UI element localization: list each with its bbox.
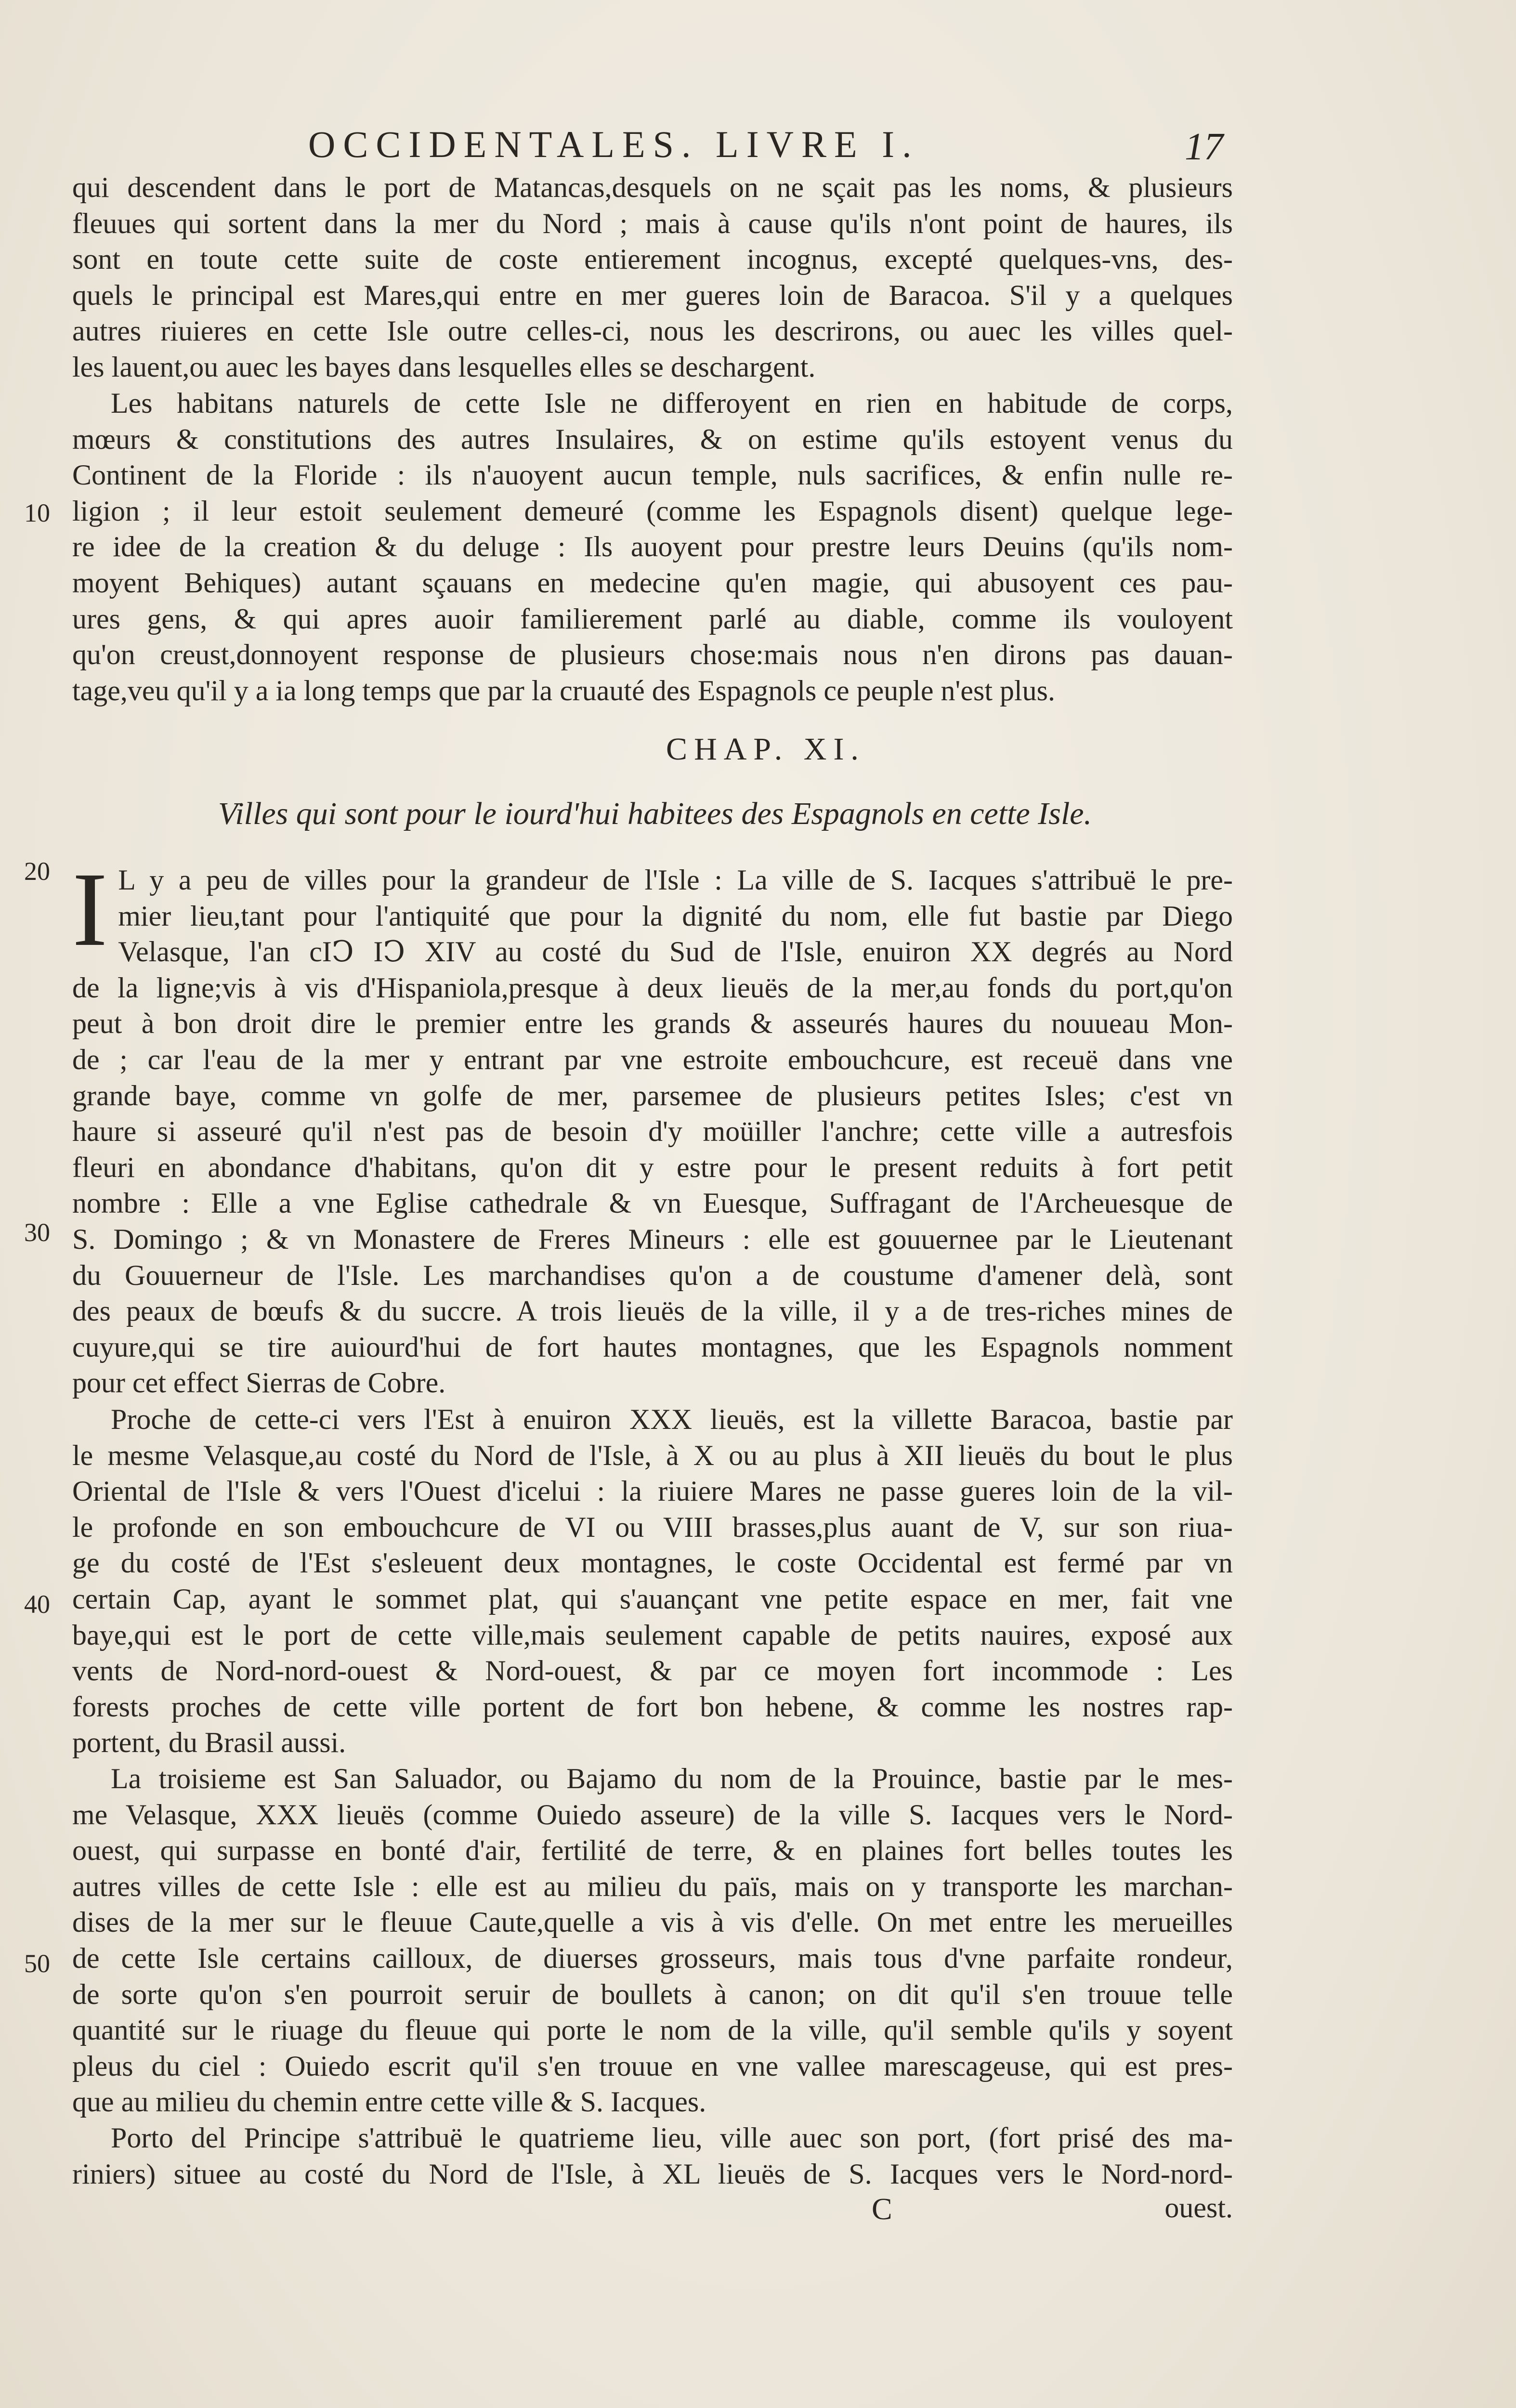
paragraph-continued bbox=[72, 170, 1233, 385]
text-line: riniers) situee au costé du Nord de l'Isle, à XL lieuës de S. Iacques vers le Nord-nord- bbox=[72, 2158, 1233, 2190]
text-line: de la ligne;vis à vis d'Hispaniola,presque à deux lieuës de la mer,au fonds du port,qu'on bbox=[72, 971, 1233, 1004]
text-line: autres villes de cette Isle : elle est au milieu du païs, mais on y transporte les marchan- bbox=[72, 1870, 1233, 1902]
line-number: 50 bbox=[24, 1949, 50, 1978]
text-line: le profonde en son embouchcure de VI ou VIII brasses,plus auant de V, sur son riua- bbox=[72, 1511, 1233, 1543]
text-line: quels le principal est Mares,qui entre en mer gueres loin de Baracoa. S'il y a quelques bbox=[72, 279, 1233, 311]
text-line: fleuues qui sortent dans la mer du Nord ; mais à cause qu'ils n'ont point de haures, ils bbox=[72, 207, 1233, 239]
text-line: mœurs & constitutions des autres Insulaires, & on estime qu'ils estoyent venus du bbox=[72, 423, 1233, 455]
page-number: 17 bbox=[1185, 126, 1223, 168]
text-line: sont en toute cette suite de coste entierement incognus, excepté quelques-vns, des- bbox=[72, 243, 1233, 275]
paragraph-puerto-principe bbox=[72, 2120, 1233, 2192]
text-line: quantité sur le riuage du fleuue qui porte le nom de la ville, qu'il semble qu'ils y soyent bbox=[72, 2014, 1233, 2046]
text-line: Continent de la Floride : ils n'auoyent aucun temple, nuls sacrifices, & enfin nulle re- bbox=[72, 459, 1233, 491]
text-line: ouest, qui surpasse en bonté d'air, fertilité de terre, & en plaines fort belles toutes les bbox=[72, 1834, 1233, 1867]
text-line: haure si asseuré qu'il n'est pas de besoin d'y moüiller l'anchre; cette ville a autresfois bbox=[72, 1115, 1233, 1148]
text-line: de ; car l'eau de la mer y entrant par vne estroite embouchcure, est receuë dans vne bbox=[72, 1043, 1233, 1075]
line-number: 40 bbox=[24, 1590, 50, 1619]
text-line: Proche de cette-ci vers l'Est à enuiron XXX lieuës, est la villette Baracoa, bastie par bbox=[111, 1403, 1233, 1435]
text-line: Les habitans naturels de cette Isle ne differoyent en rien en habitude de corps, bbox=[111, 387, 1233, 419]
catchword: ouest. bbox=[1164, 2192, 1233, 2224]
text-line: fleuri en abondance d'habitans, qu'on dit y estre pour le present reduits à fort petit bbox=[72, 1151, 1233, 1183]
text-line: forests proches de cette ville portent de fort bon hebene, & comme les nostres rap- bbox=[72, 1690, 1233, 1723]
chapter-heading: CHAP. XI. bbox=[666, 732, 865, 767]
paragraph-baracoa bbox=[72, 1401, 1233, 1761]
text-line: La troisieme est San Saluador, ou Bajamo du nom de la Prouince, bastie par le mes- bbox=[111, 1763, 1233, 1794]
paragraph-santiago bbox=[72, 851, 1233, 1401]
line-number: 20 bbox=[24, 857, 50, 886]
signature-mark: C bbox=[872, 2192, 892, 2226]
text-line: grande baye, comme vn golfe de mer, parsemee de plusieurs petites Isles; c'est vn bbox=[72, 1079, 1233, 1112]
text-line: vents de Nord-nord-ouest & Nord-ouest, & par ce moyen fort incommode : Les bbox=[72, 1655, 1233, 1687]
text-line: pour cet effect Sierras de Cobre. bbox=[72, 1367, 446, 1399]
text-line: baye,qui est le port de cette ville,mais seulement capable de petits nauires, exposé aux bbox=[72, 1619, 1233, 1651]
text-line: pleus du ciel : Ouiedo escrit qu'il s'en trouue en vne vallee marescageuse, qui est pres- bbox=[72, 2050, 1233, 2082]
paragraph-inhabitants bbox=[72, 385, 1233, 708]
text-line: ures gens, & qui apres auoir familierement parlé au diable, comme ils vouloyent bbox=[72, 602, 1233, 635]
text-line: L y a peu de villes pour la grandeur de l'Isle : La ville de S. Iacques s'attribuë le pre- bbox=[118, 864, 1233, 896]
text-line: tage,veu qu'il y a ia long temps que par la cruauté des Espagnols ce peuple n'est plus. bbox=[72, 674, 1056, 707]
text-line: du Gouuerneur de l'Isle. Les marchandises qu'on a de coustume d'amener delà, sont bbox=[72, 1259, 1233, 1291]
drop-capital: I bbox=[72, 851, 108, 968]
text-line: ligion ; il leur estoit seulement demeuré (comme les Espagnols disent) quelque lege- bbox=[72, 495, 1233, 527]
paragraph-bayamo bbox=[72, 1761, 1233, 2120]
text-line: de sorte qu'on s'en pourroit seruir de boullets à canon; on dit qu'il s'en trouue telle bbox=[72, 1978, 1233, 2010]
text-line: qui descendent dans le port de Matancas,desquels on ne sçait pas les noms, & plusieurs bbox=[72, 171, 1233, 203]
text-line: me Velasque, XXX lieuës (comme Ouiedo asseure) de la ville S. Iacques vers le Nord- bbox=[72, 1798, 1233, 1831]
text-line: autres riuieres en cette Isle outre celles-ci, nous les descrirons, ou auec les villes quel- bbox=[72, 315, 1233, 347]
text-line: nombre : Elle a vne Eglise cathedrale & vn Euesque, Suffragant de l'Archeuesque de bbox=[72, 1187, 1233, 1219]
text-line: Oriental de l'Isle & vers l'Ouest d'icelui : la riuiere Mares ne passe gueres loin de la vil- bbox=[72, 1475, 1233, 1507]
text-line: qu'on creust,donnoyent response de plusieurs chose:mais nous n'en dirons pas dauan- bbox=[72, 639, 1233, 671]
text-line: dises de la mer sur le fleuue Caute,quelle a vis à vis d'elle. On met entre les merueilles bbox=[72, 1906, 1233, 1938]
text-line: S. Domingo ; & vn Monastere de Freres Mineurs : elle est gouuernee par le Lieutenant bbox=[72, 1223, 1233, 1255]
text-line: que au milieu du chemin entre cette ville & S. Iacques. bbox=[72, 2086, 706, 2118]
text-line: le mesme Velasque,au costé du Nord de l'Isle, à X ou au plus à XII lieuës du bout le plus bbox=[72, 1439, 1233, 1471]
text-line: ge du costé de l'Est s'esleuent deux montagnes, le coste Occidental est fermé par vn bbox=[72, 1547, 1233, 1579]
text-line: les lauent,ou auec les bayes dans lesquelles elles se deschargent. bbox=[72, 351, 816, 383]
text-line: mier lieu,tant pour l'antiquité que pour la dignité du nom, elle fut bastie par Diego bbox=[118, 900, 1233, 932]
line-number: 30 bbox=[24, 1218, 50, 1247]
text-line: de cette Isle certains cailloux, de diuerses grosseurs, mais tous d'vne parfaite rondeur, bbox=[72, 1942, 1233, 1974]
text-line: portent, du Brasil aussi. bbox=[72, 1727, 346, 1759]
text-line: moyent Behiques) autant sçauans en medecine qu'en magie, qui abusoyent ces pau- bbox=[72, 566, 1233, 599]
text-line: peut à bon droit dire le premier entre les grands & asseurés haures du nouueau Mon- bbox=[72, 1008, 1233, 1040]
running-title: OCCIDENTALES. LIVRE I. bbox=[308, 123, 919, 165]
text-line: re idee de la creation & du deluge : Ils auoyent pour prestre leurs Deuins (qu'ils nom- bbox=[72, 531, 1233, 563]
text-line: cuyure,qui se tire auiourd'hui de fort hautes montagnes, que les Espagnols nomment bbox=[72, 1331, 1233, 1363]
text-line: Porto del Principe s'attribuë le quatrieme lieu, ville auec son port, (fort prisé des ma- bbox=[111, 2122, 1233, 2154]
chapter-title: Villes qui sont pour le iourd'hui habitees des Espagnols en cette Isle. bbox=[218, 796, 1092, 831]
text-line: Velasque, l'an cIↃ IↃ XIV au costé du Sud de l'Isle, enuiron XX degrés au Nord bbox=[118, 936, 1233, 968]
line-number: 10 bbox=[24, 498, 50, 527]
text-line: certain Cap, ayant le sommet plat, qui s'auançant vne petite espace en mer, fait vne bbox=[72, 1583, 1233, 1615]
text-line: des peaux de bœufs & du succre. A trois lieuës de la ville, il y a de tres-riches mines de bbox=[72, 1295, 1233, 1327]
